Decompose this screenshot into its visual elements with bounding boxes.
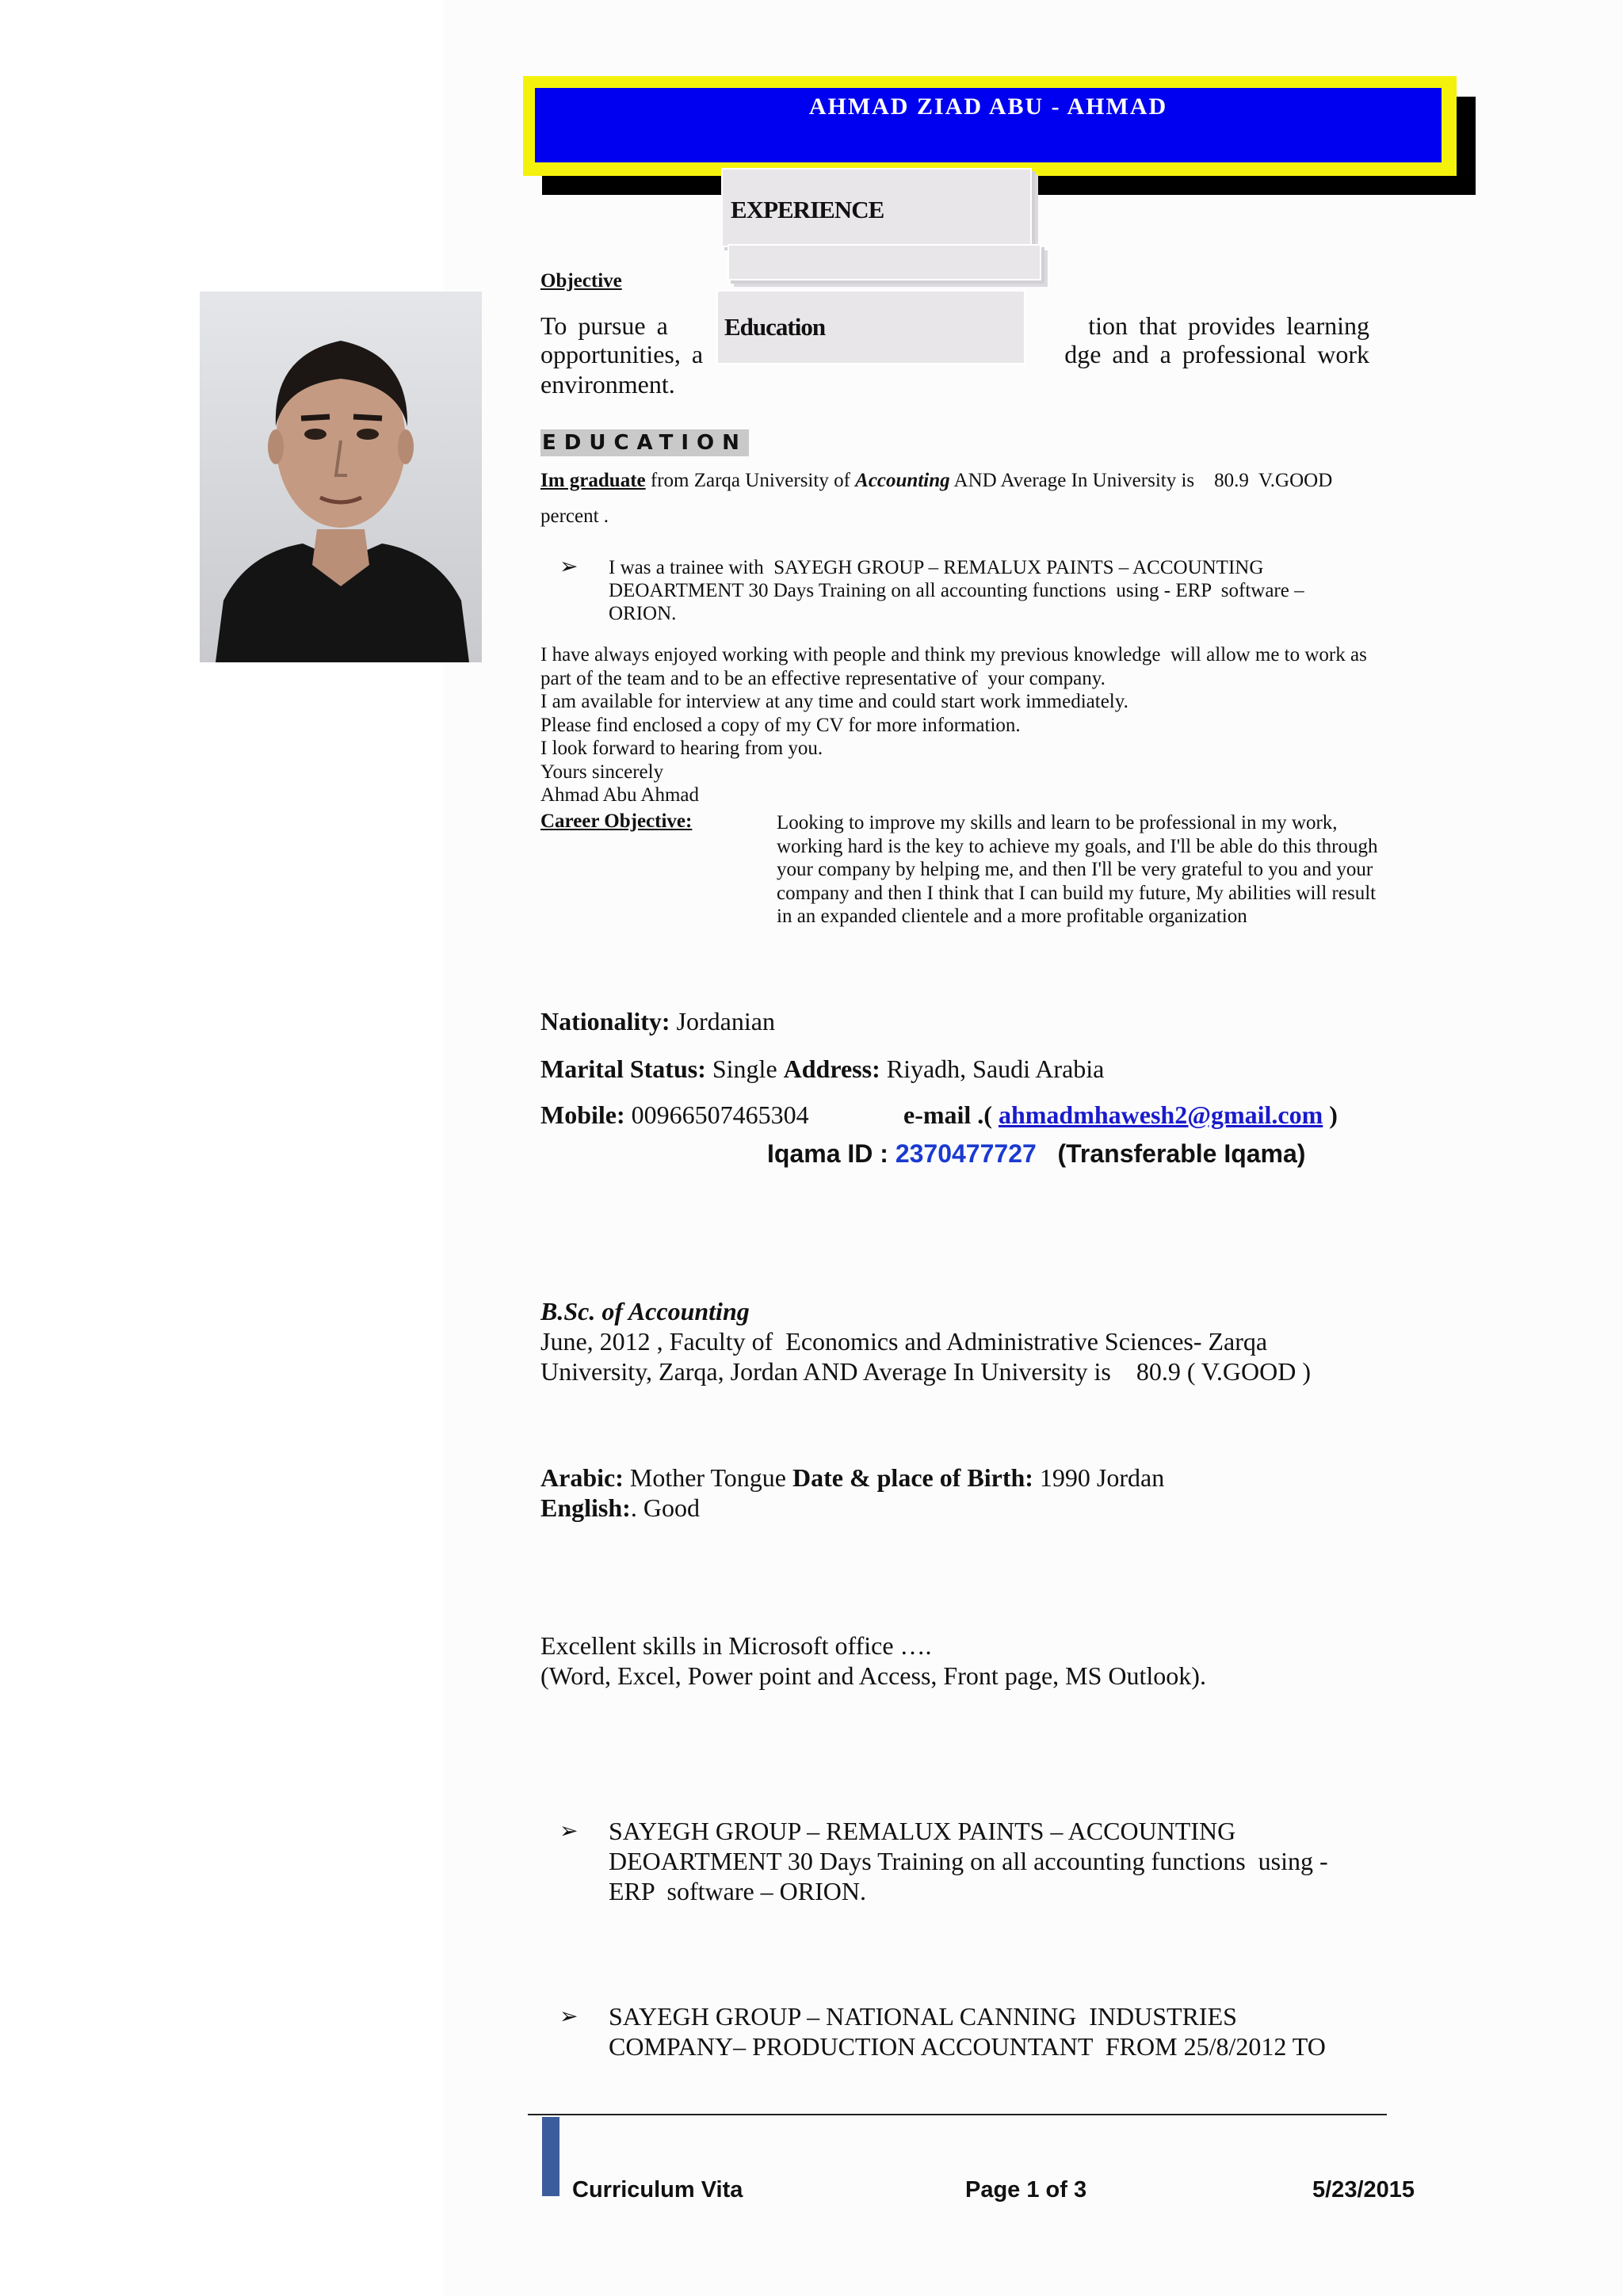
cover-line: Yours sincerely	[540, 761, 664, 783]
iqama-note: (Transferable Iqama)	[1057, 1139, 1306, 1168]
experience-item-line: DEOARTMENT 30 Days Training on all accounting functions using -	[609, 1847, 1328, 1875]
cover-line: part of the team and to be an effective representative of your company.	[540, 667, 1106, 689]
degree-block	[540, 1296, 1311, 1386]
experience-item-line: SAYEGH GROUP – NATIONAL CANNING INDUSTRIES	[609, 2002, 1237, 2031]
mobile-label: Mobile:	[540, 1100, 625, 1129]
experience-item-1	[609, 1816, 1328, 1906]
cover-line: I am available for interview at any time and could start work immediately.	[540, 691, 1128, 712]
trainee-line1: I was a trainee with SAYEGH GROUP – REMALUX PAINTS – ACCOUNTING	[609, 557, 1264, 578]
objective-line2-right: dge and a professional work	[1064, 340, 1369, 368]
experience-tab-label: EXPERIENCE	[731, 196, 884, 223]
experience-item-2	[609, 2001, 1326, 2061]
languages-block	[540, 1463, 1164, 1523]
address-value: Riyadh, Saudi Arabia	[880, 1055, 1105, 1083]
birth-value: 1990 Jordan	[1033, 1463, 1165, 1492]
nationality-value: Jordanian	[670, 1007, 775, 1035]
nationality-label: Nationality:	[540, 1007, 670, 1035]
skills-block	[540, 1630, 1206, 1691]
iqama-value: 2370477727	[895, 1139, 1037, 1168]
arrow-bullet-icon: ➢	[559, 555, 579, 579]
cover-letter	[540, 643, 1367, 807]
cover-line: I look forward to hearing from you.	[540, 738, 823, 759]
mobile-value: 00966507465304	[624, 1100, 809, 1129]
arrow-bullet-icon: ➢	[559, 1819, 579, 1844]
nationality-row	[540, 1006, 775, 1036]
candidate-name: AHMAD ZIAD ABU - AHMAD	[808, 93, 1168, 120]
email-link[interactable]: ahmadmhawesh2@gmail.com	[998, 1100, 1323, 1129]
portrait-image	[200, 292, 482, 662]
trainee-bullet-text	[609, 556, 1304, 625]
arrow-bullet-icon: ➢	[559, 2004, 579, 2029]
graduate-percent: percent .	[540, 505, 609, 527]
degree-line2: University, Zarqa, Jordan AND Average In University is 80.9 ( V.GOOD )	[540, 1357, 1311, 1386]
trainee-line3: ORION.	[609, 603, 677, 624]
cover-line: Ahmad Abu Ahmad	[540, 784, 699, 806]
graduate-text-b: AND Average In University is 80.9 V.GOOD	[949, 470, 1333, 491]
mobile-row	[540, 1100, 809, 1130]
cover-line: Please find enclosed a copy of my CV for more information.	[540, 714, 1021, 736]
graduate-line	[540, 469, 1428, 493]
skills-line2: (Word, Excel, Power point and Access, Front page, MS Outlook).	[540, 1661, 1206, 1690]
footer-title: Curriculum Vita	[572, 2177, 743, 2203]
graduate-text-a: from Zarqa University of	[645, 470, 856, 491]
graduate-label: Im graduate	[540, 470, 646, 491]
career-line: working hard is the key to achieve my goals, and I'll be able do this through	[777, 835, 1378, 857]
experience-item-line: SAYEGH GROUP – REMALUX PAINTS – ACCOUNTING	[609, 1817, 1236, 1845]
objective-heading: Objective	[540, 270, 622, 292]
trainee-line2: DEOARTMENT 30 Days Training on all accounting functions using - ERP software –	[609, 580, 1304, 601]
email-close: )	[1323, 1100, 1338, 1129]
experience-item-line: COMPANY– PRODUCTION ACCOUNTANT FROM 25/8/2012 TO	[609, 2032, 1326, 2061]
iqama-row	[767, 1139, 1305, 1169]
cover-line: I have always enjoyed working with people and think my previous knowledge will allow me to work as	[540, 644, 1367, 666]
marital-address-row	[540, 1054, 1104, 1084]
career-objective-text	[777, 811, 1378, 929]
experience-item-line: ERP software – ORION.	[609, 1877, 866, 1905]
footer-date: 5/23/2015	[1312, 2177, 1415, 2203]
objective-line3: environment.	[540, 370, 675, 399]
education-tab-label: Education	[724, 313, 826, 341]
email-row	[903, 1100, 1338, 1130]
address-label: Address:	[783, 1055, 880, 1083]
career-line: in an expanded clientele and a more profitable organization	[777, 906, 1247, 927]
profile-photo	[200, 292, 482, 662]
degree-line1: June, 2012 , Faculty of Economics and Administrative Sciences- Zarqa	[540, 1327, 1268, 1356]
iqama-label: Iqama ID :	[767, 1139, 896, 1168]
marital-value: Single	[705, 1055, 784, 1083]
tab-stack-layer	[727, 244, 1041, 280]
email-label: e-mail .(	[903, 1100, 992, 1129]
career-line: Looking to improve my skills and learn to be professional in my work,	[777, 812, 1338, 833]
footer-page-number: Page 1 of 3	[965, 2177, 1087, 2203]
career-line: company and then I think that I can build my future, My abilities will result	[777, 882, 1377, 904]
arabic-label: Arabic:	[540, 1463, 624, 1492]
english-label: English:	[540, 1493, 631, 1522]
degree-title: B.Sc. of Accounting	[540, 1297, 750, 1325]
objective-line1-left: To pursue a	[540, 311, 668, 340]
education-heading: EDUCATION	[542, 431, 747, 455]
graduate-major: Accounting	[855, 470, 950, 491]
career-line: your company by helping me, and then I'll be very grateful to you and your	[777, 859, 1373, 880]
marital-label: Marital Status:	[540, 1055, 706, 1083]
skills-line1: Excellent skills in Microsoft office ….	[540, 1631, 932, 1660]
english-value: . Good	[630, 1493, 700, 1522]
objective-line2-left: opportunities, a	[540, 340, 704, 368]
objective-line1-right: tion that provides learning	[1088, 311, 1369, 340]
career-objective-label: Career Objective:	[540, 810, 693, 832]
birth-label: Date & place of Birth:	[792, 1463, 1033, 1492]
footer-accent-bar	[542, 2117, 559, 2196]
arabic-value: Mother Tongue	[623, 1463, 792, 1492]
footer-divider	[528, 2114, 1387, 2115]
